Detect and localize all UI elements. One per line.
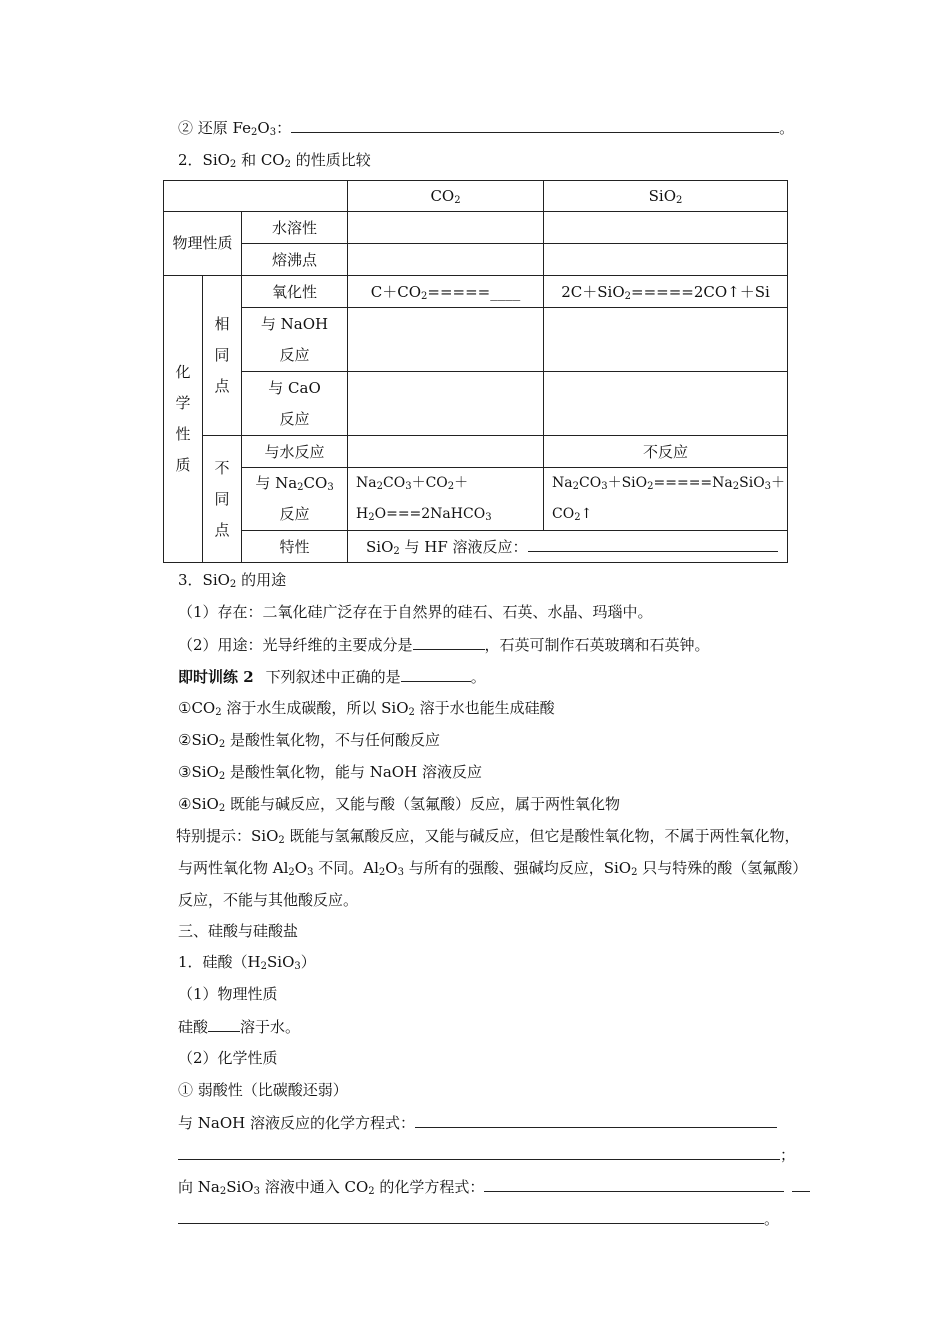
answer-blank[interactable] xyxy=(291,117,779,133)
reduce-fe2o3-line: ② 还原 $Fe_2O_3$： 。 xyxy=(178,119,795,138)
chemical-property-title: （2）化学性质 xyxy=(178,1049,278,1067)
sio2-boiling-cell[interactable] xyxy=(544,244,788,276)
answer-blank[interactable] xyxy=(792,1176,810,1192)
naoh-equation-continuation: ； xyxy=(178,1144,795,1165)
section-three-heading: 三、硅酸与硅酸盐 xyxy=(178,922,299,940)
dissolve-line: 硅酸 溶于水。 xyxy=(178,1018,301,1036)
section-3-title: 3．SiO$_2$ 的用途 xyxy=(178,571,287,590)
co2-equation-line: 向 $Na_2SiO_3$ 溶液中通入 $CO_2$ 的化学方程式： xyxy=(178,1176,810,1197)
solubility-label: 水溶性 xyxy=(242,212,348,244)
sio2-solubility-cell[interactable] xyxy=(544,212,788,244)
co2-cao-cell[interactable] xyxy=(348,372,544,436)
oxidation-label: 氧化性 xyxy=(242,276,348,308)
option-3: ③SiO$_2$ 是酸性氧化物，能与 NaOH 溶液反应 xyxy=(178,763,482,782)
chemical-property-header: 化学性质 xyxy=(164,276,203,563)
answer-blank[interactable] xyxy=(178,1208,764,1224)
same-points-header: 相同点 xyxy=(203,276,242,436)
sio2-water-cell: 不反应 xyxy=(544,436,788,468)
co2-na2co3-cell: $Na_2CO_3+CO_2+$ $H_2O===2NaHCO_3$ xyxy=(348,468,544,531)
physical-property-title: （1）物理性质 xyxy=(178,985,278,1003)
header-co2: $CO_2$ xyxy=(348,181,544,212)
sio2-oxidation-cell: 2C＋SiO$_2$=====2CO↑＋Si xyxy=(544,276,788,308)
header-sio2: SiO$_2$ xyxy=(544,181,788,212)
co2-equation-continuation: 。 xyxy=(178,1208,779,1229)
special-property-cell: SiO$_2$ 与 HF 溶液反应： xyxy=(348,531,788,563)
special-property-label: 特性 xyxy=(242,531,348,563)
answer-blank[interactable] xyxy=(528,536,778,552)
different-points-header: 不同点 xyxy=(203,436,242,563)
weak-acid-line: ① 弱酸性（比碳酸还弱） xyxy=(178,1081,348,1099)
answer-blank[interactable] xyxy=(413,634,485,650)
table-corner-cell xyxy=(164,181,348,212)
sio2-na2co3-cell: $Na_2CO_3+SiO_2=====Na_2SiO_3+$ $CO_2↑$ xyxy=(544,468,788,531)
comparison-table xyxy=(163,180,788,563)
boiling-point-label: 熔沸点 xyxy=(242,244,348,276)
silicic-acid-title: 1．硅酸$(H_2SiO_3)$ xyxy=(178,953,316,972)
sio2-cao-cell[interactable] xyxy=(544,372,788,436)
co2-solubility-cell[interactable] xyxy=(348,212,544,244)
answer-blank[interactable] xyxy=(401,666,471,682)
co2-water-cell[interactable] xyxy=(348,436,544,468)
existence-line: （1）存在：二氧化硅广泛存在于自然界的硅石、石英、水晶、玛瑙中。 xyxy=(178,603,653,621)
naoh-reaction-label: 与 NaOH 反应 xyxy=(242,308,348,372)
physical-property-header: 物理性质 xyxy=(164,212,242,276)
co2-naoh-cell[interactable] xyxy=(348,308,544,372)
answer-blank[interactable] xyxy=(484,1176,784,1192)
option-4: ④SiO$_2$ 既能与碱反应，又能与酸（氢氟酸）反应，属于两性氧化物 xyxy=(178,795,620,814)
co2-boiling-cell[interactable] xyxy=(348,244,544,276)
water-reaction-label: 与水反应 xyxy=(242,436,348,468)
answer-blank[interactable] xyxy=(178,1144,780,1160)
na2co3-reaction-label: 与 $Na_2CO_3$ 反应 xyxy=(242,468,348,531)
sio2-naoh-cell[interactable] xyxy=(544,308,788,372)
section-2-title: 2．SiO$_2$ 和 $CO_2$ 的性质比较 xyxy=(178,151,371,170)
use-line: （2）用途：光导纤维的主要成分是 ，石英可制作石英玻璃和石英钟。 xyxy=(178,636,710,654)
naoh-equation-line: 与 NaOH 溶液反应的化学方程式： xyxy=(178,1112,777,1133)
answer-blank[interactable] xyxy=(415,1112,777,1128)
cao-reaction-label: 与 CaO 反应 xyxy=(242,372,348,436)
special-hint-paragraph: 特别提示：SiO$_2$ 既能与氢氟酸反应，又能与碱反应，但它是酸性氧化物，不属于两性氧化物，与两性氧化物 $Al_2O_3$ 不同。$Al_2O_3$ 与所有的强酸、强碱均反应，SiO$_2$ 只与特殊的酸（氢氟酸）反应，不能与其他酸反应。 xyxy=(176,827,808,909)
option-1: $①CO_2$ 溶于水生成碳酸，所以 SiO$_2$ 溶于水也能生成硅酸 xyxy=(178,699,555,718)
answer-blank[interactable] xyxy=(208,1016,240,1032)
option-2: ②SiO$_2$ 是酸性氧化物，不与任何酸反应 xyxy=(178,731,440,750)
training-question: 即时训练 2 下列叙述中正确的是 。 xyxy=(178,668,486,686)
co2-oxidation-cell: $C+CO_2=====\_\_\_\_$ xyxy=(348,276,544,308)
